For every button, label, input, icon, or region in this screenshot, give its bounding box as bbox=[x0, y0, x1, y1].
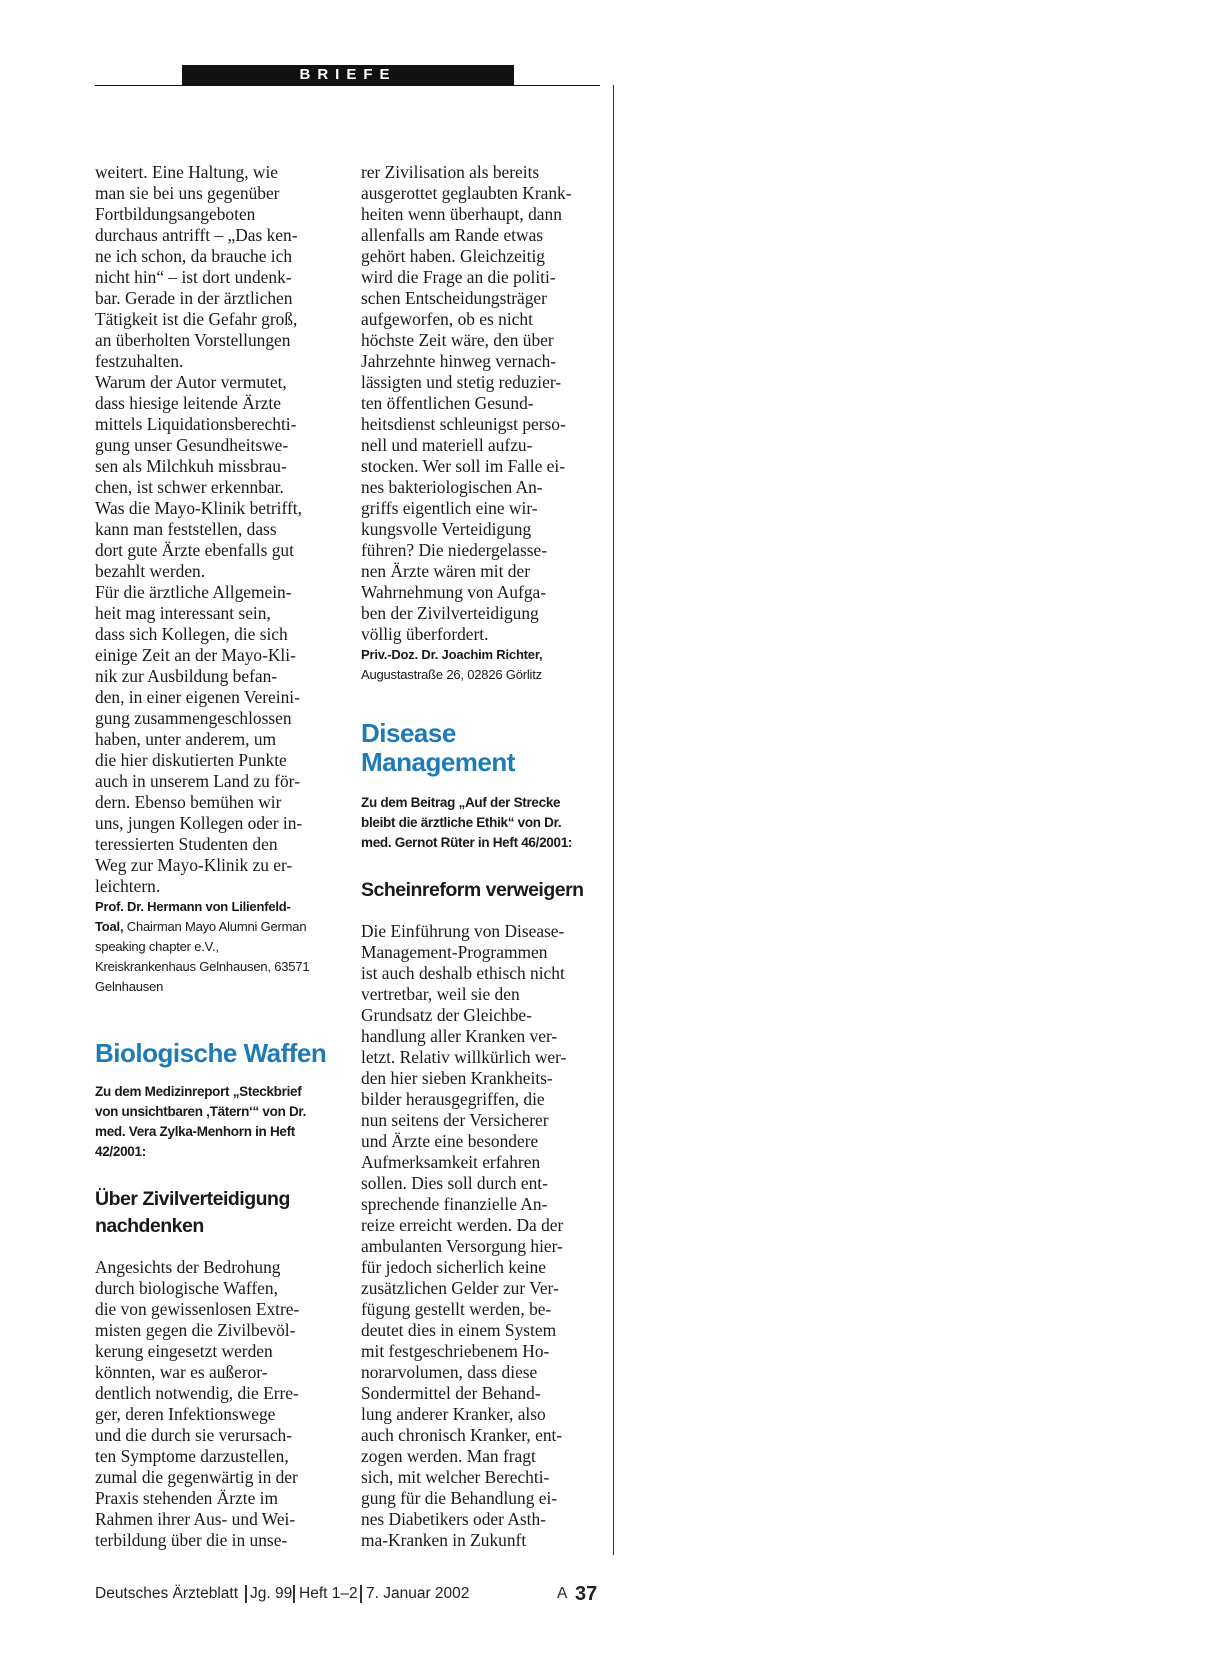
letter-signature bbox=[361, 645, 601, 665]
footer-issue: Heft 1–2 bbox=[299, 1585, 358, 1602]
column-divider-rule bbox=[613, 85, 614, 1555]
footer-separator bbox=[293, 1585, 295, 1603]
footer-page-number: 37 bbox=[575, 1583, 598, 1605]
section-title-disease-management: Disease Management bbox=[361, 718, 515, 777]
footer-date: 7. Januar 2002 bbox=[366, 1585, 470, 1602]
section-title-biologische-waffen: Biologische Waffen bbox=[95, 1038, 327, 1068]
header-rule bbox=[95, 85, 600, 86]
section-reference: Zu dem Beitrag „Auf der Strecke bleibt die ärztliche Ethik“ von Dr. med. Gernot Rüter in Heft 46/2001: bbox=[361, 795, 573, 850]
letter-body-text: Angesichts der Bedrohung durch biologische Waffen, die von gewissenlosen Extre- misten gegen die Zivilbevöl- kerung eingesetzt werden könnten, war es außeror- dentlich notwendig, die Erre- ger, deren Infektionswege und die durch sie verursach- ten Symptome darzustellen, zumal die gegenwärtig in der Praxis stehenden Ärzte im Rahmen ihrer Aus- und Wei- terbildung über die in unse- bbox=[95, 1257, 300, 1550]
right-column bbox=[361, 162, 601, 1551]
letter-body-text: weitert. Eine Haltung, wie man sie bei uns gegenüber Fortbildungsangeboten durchaus antrifft – „Das ken- ne ich schon, da brauche ich nicht hin“ – ist dort undenk- bar. Gerade in der ärztlichen Tätigkeit ist die Gefahr groß, an überholten Vorstellungen festzuhalten. Warum der Autor vermutet, dass hiesige leitende Ärzte mittels Liquidationsberechti- gung unser Gesundheitswe- sen als Milchkuh missbrau- chen, ist schwer erkennbar. Was die Mayo-Klinik betrifft, kann man feststellen, dass dort gute Ärzte ebenfalls gut bezahlt werden. Für die ärztliche Allgemein- heit mag interessant sein, dass sich Kollegen, die sich einige Zeit an der Mayo-Kli- nik zur Ausbildung befan- den, in einer eigenen Vereini- gung zusammengeschlossen haben, unter anderem, um die hier diskutierten Punkte auch in unserem Land zu för- dern. Ebenso bemühen wir uns, jungen Kollegen oder in- teressierten Studenten den Weg zur Mayo-Klinik zu er- leichtern. bbox=[95, 162, 303, 896]
footer-separator bbox=[245, 1585, 247, 1603]
section-label: BRIEFE bbox=[299, 66, 397, 83]
footer-page-prefix: A bbox=[557, 1585, 568, 1602]
section-header-bar bbox=[182, 65, 514, 85]
letter-body-text: Die Einführung von Disease- Management-Programmen ist auch deshalb ethisch nicht vertretbar, weil sie den Grundsatz der Gleichbe- handlung aller Kranken ver- letzt. Relativ willkürlich wer- den hier sieben Krankheits- bilder herausgegriffen, die nun seitens der Versicherer und Ärzte eine besondere Aufmerksamkeit erfahren sollen. Dies soll durch ent- sprechende finanzielle An- reize erreicht werden. Da der ambulanten Versorgung hier- für jedoch sicherlich keine zusätzlichen Gelder zur Ver- fügung gestellt werden, be- deutet dies in einem System mit festgeschriebenem Ho- norarvolumen, dass diese Sondermittel der Behand- lung anderer Kranker, also auch chronisch Kranker, ent- zogen werden. Man fragt sich, mit welcher Berechti- gung für die Behandlung ei- nes Diabetikers oder Asth- ma-Kranken in Zukunft bbox=[361, 921, 567, 1550]
page-footer bbox=[95, 1580, 605, 1608]
footer-separator bbox=[360, 1585, 362, 1603]
signature-name: Prof. Dr. Hermann von Lilienfeld- Toal, bbox=[95, 899, 291, 934]
letter-headline: Scheinreform verweigern bbox=[361, 879, 584, 901]
letter-body-text: rer Zivilisation als bereits ausgerottet geglaubten Krank- heiten wenn überhaupt, dann allenfalls am Rande etwas gehört haben. Gleichzeitig wird die Frage an die politi- schen Entscheidungsträger aufgeworfen, ob es nicht höchste Zeit wäre, den über Jahrzehnte hinweg vernach- lässigten und stetig reduzier- ten öffentlichen Gesund- heitsdienst schleunigst perso- nell und materiell aufzu- stocken. Wer soll im Falle ei- nes bakteriologischen An- griffs eigentlich eine wir- kungsvolle Verteidigung führen? Die niedergelasse- nen Ärzte wären mit der Wahrnehmung von Aufga- ben der Zivilverteidigung völlig überfordert. bbox=[361, 162, 572, 644]
letter-signature bbox=[95, 897, 335, 997]
signature-detail: Augustastraße 26, 02826 Görlitz bbox=[361, 667, 542, 682]
signature-name: Priv.-Doz. Dr. Joachim Richter, bbox=[361, 647, 543, 662]
section-reference: Zu dem Medizinreport „Steckbrief von unsichtbaren ‚Tätern‘“ von Dr. med. Vera Zylka-Menhorn in Heft 42/2001: bbox=[95, 1084, 307, 1159]
footer-volume: Jg. 99 bbox=[250, 1585, 293, 1602]
letter-headline: Über Zivilverteidigung nachdenken bbox=[95, 1188, 290, 1237]
footer-publication: Deutsches Ärzteblatt bbox=[95, 1585, 239, 1602]
left-column bbox=[95, 162, 335, 1551]
signature-detail: Chairman Mayo Alumni German speaking chapter e.V., Kreiskrankenhaus Gelnhausen, 63571 Gelnhausen bbox=[95, 919, 310, 994]
